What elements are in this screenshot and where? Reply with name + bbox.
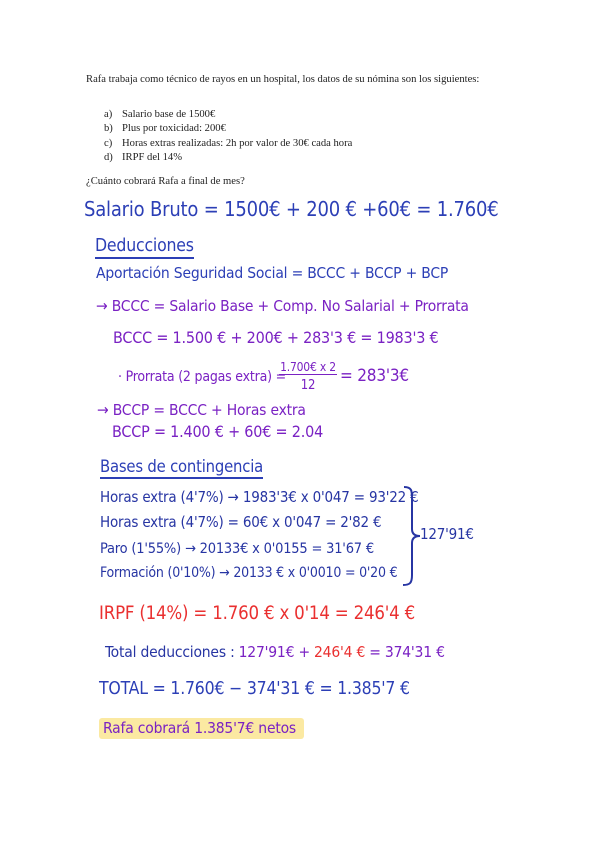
contingencia-formacion: Formación (0'10%) → 20133 € x 0'0010 = 0'20 € <box>100 565 398 581</box>
question: ¿Cuánto cobrará Rafa a final de mes? <box>86 176 245 187</box>
list-item: c) Horas extras realizadas: 2h por valor de 30€ cada hora <box>104 137 353 149</box>
list-item: b) Plus por toxicidad: 200€ <box>104 123 226 135</box>
irpf-line: IRPF (14%) = 1.760 € x 0'14 = 246'4 € <box>99 603 416 624</box>
conclusion-text: Rafa cobrará 1.385'7€ netos <box>99 718 304 739</box>
aportacion-line: Aportación Seguridad Social = BCCC + BCCP + BCP <box>96 264 449 282</box>
bccc-calculation: BCCC = 1.500 € + 200€ + 283'3 € = 1983'3 € <box>113 328 439 347</box>
bccp-definition: → BCCP = BCCC + Horas extra <box>97 401 306 419</box>
total-deducciones-line <box>105 643 445 662</box>
prorrata-denominator: 12 <box>300 378 316 393</box>
salario-bruto-line: Salario Bruto = 1500€ + 200 € +60€ = 1.760€ <box>84 197 499 221</box>
prorrata-label: · Prorrata (2 pagas extra) = <box>118 369 286 385</box>
prorrata-result: = 283'3€ <box>340 366 409 386</box>
bccc-definition: → BCCC = Salario Base + Comp. No Salarial + Prorrata <box>96 297 469 315</box>
total-deducciones-label: Total deducciones : <box>105 643 235 661</box>
data-list <box>104 108 352 166</box>
problem-intro: Rafa trabaja como técnico de rayos en un hospital, los datos de su nómina son los siguientes: <box>86 74 480 85</box>
total-deducciones-part-a: 127'91€ + <box>238 643 310 661</box>
bccp-calculation: BCCP = 1.400 € + 60€ = 2.04 <box>112 422 324 441</box>
contingencia-horas-extra-2: Horas extra (4'7%) = 60€ x 0'047 = 2'82 € <box>100 513 382 531</box>
total-deducciones-part-b: 246'4 € <box>313 643 366 661</box>
list-item: a) Salario base de 1500€ <box>104 109 216 120</box>
bases-heading: Bases de contingencia <box>100 457 263 479</box>
contingencia-horas-extra-1: Horas extra (4'7%) → 1983'3€ x 0'047 = 93'22 € <box>100 488 419 506</box>
list-item: d) IRPF del 14% <box>104 152 183 164</box>
total-line: TOTAL = 1.760€ − 374'31 € = 1.385'7 € <box>99 679 410 699</box>
contingencias-total: 127'91€ <box>420 525 474 543</box>
total-deducciones-part-c: = 374'31 € <box>369 643 445 661</box>
contingencia-paro: Paro (1'55%) → 20133€ x 0'0155 = 31'67 € <box>100 541 374 557</box>
prorrata-numerator: 1.700€ x 2 <box>280 360 336 374</box>
deducciones-heading: Deducciones <box>95 236 194 259</box>
conclusion-highlight <box>99 719 304 737</box>
